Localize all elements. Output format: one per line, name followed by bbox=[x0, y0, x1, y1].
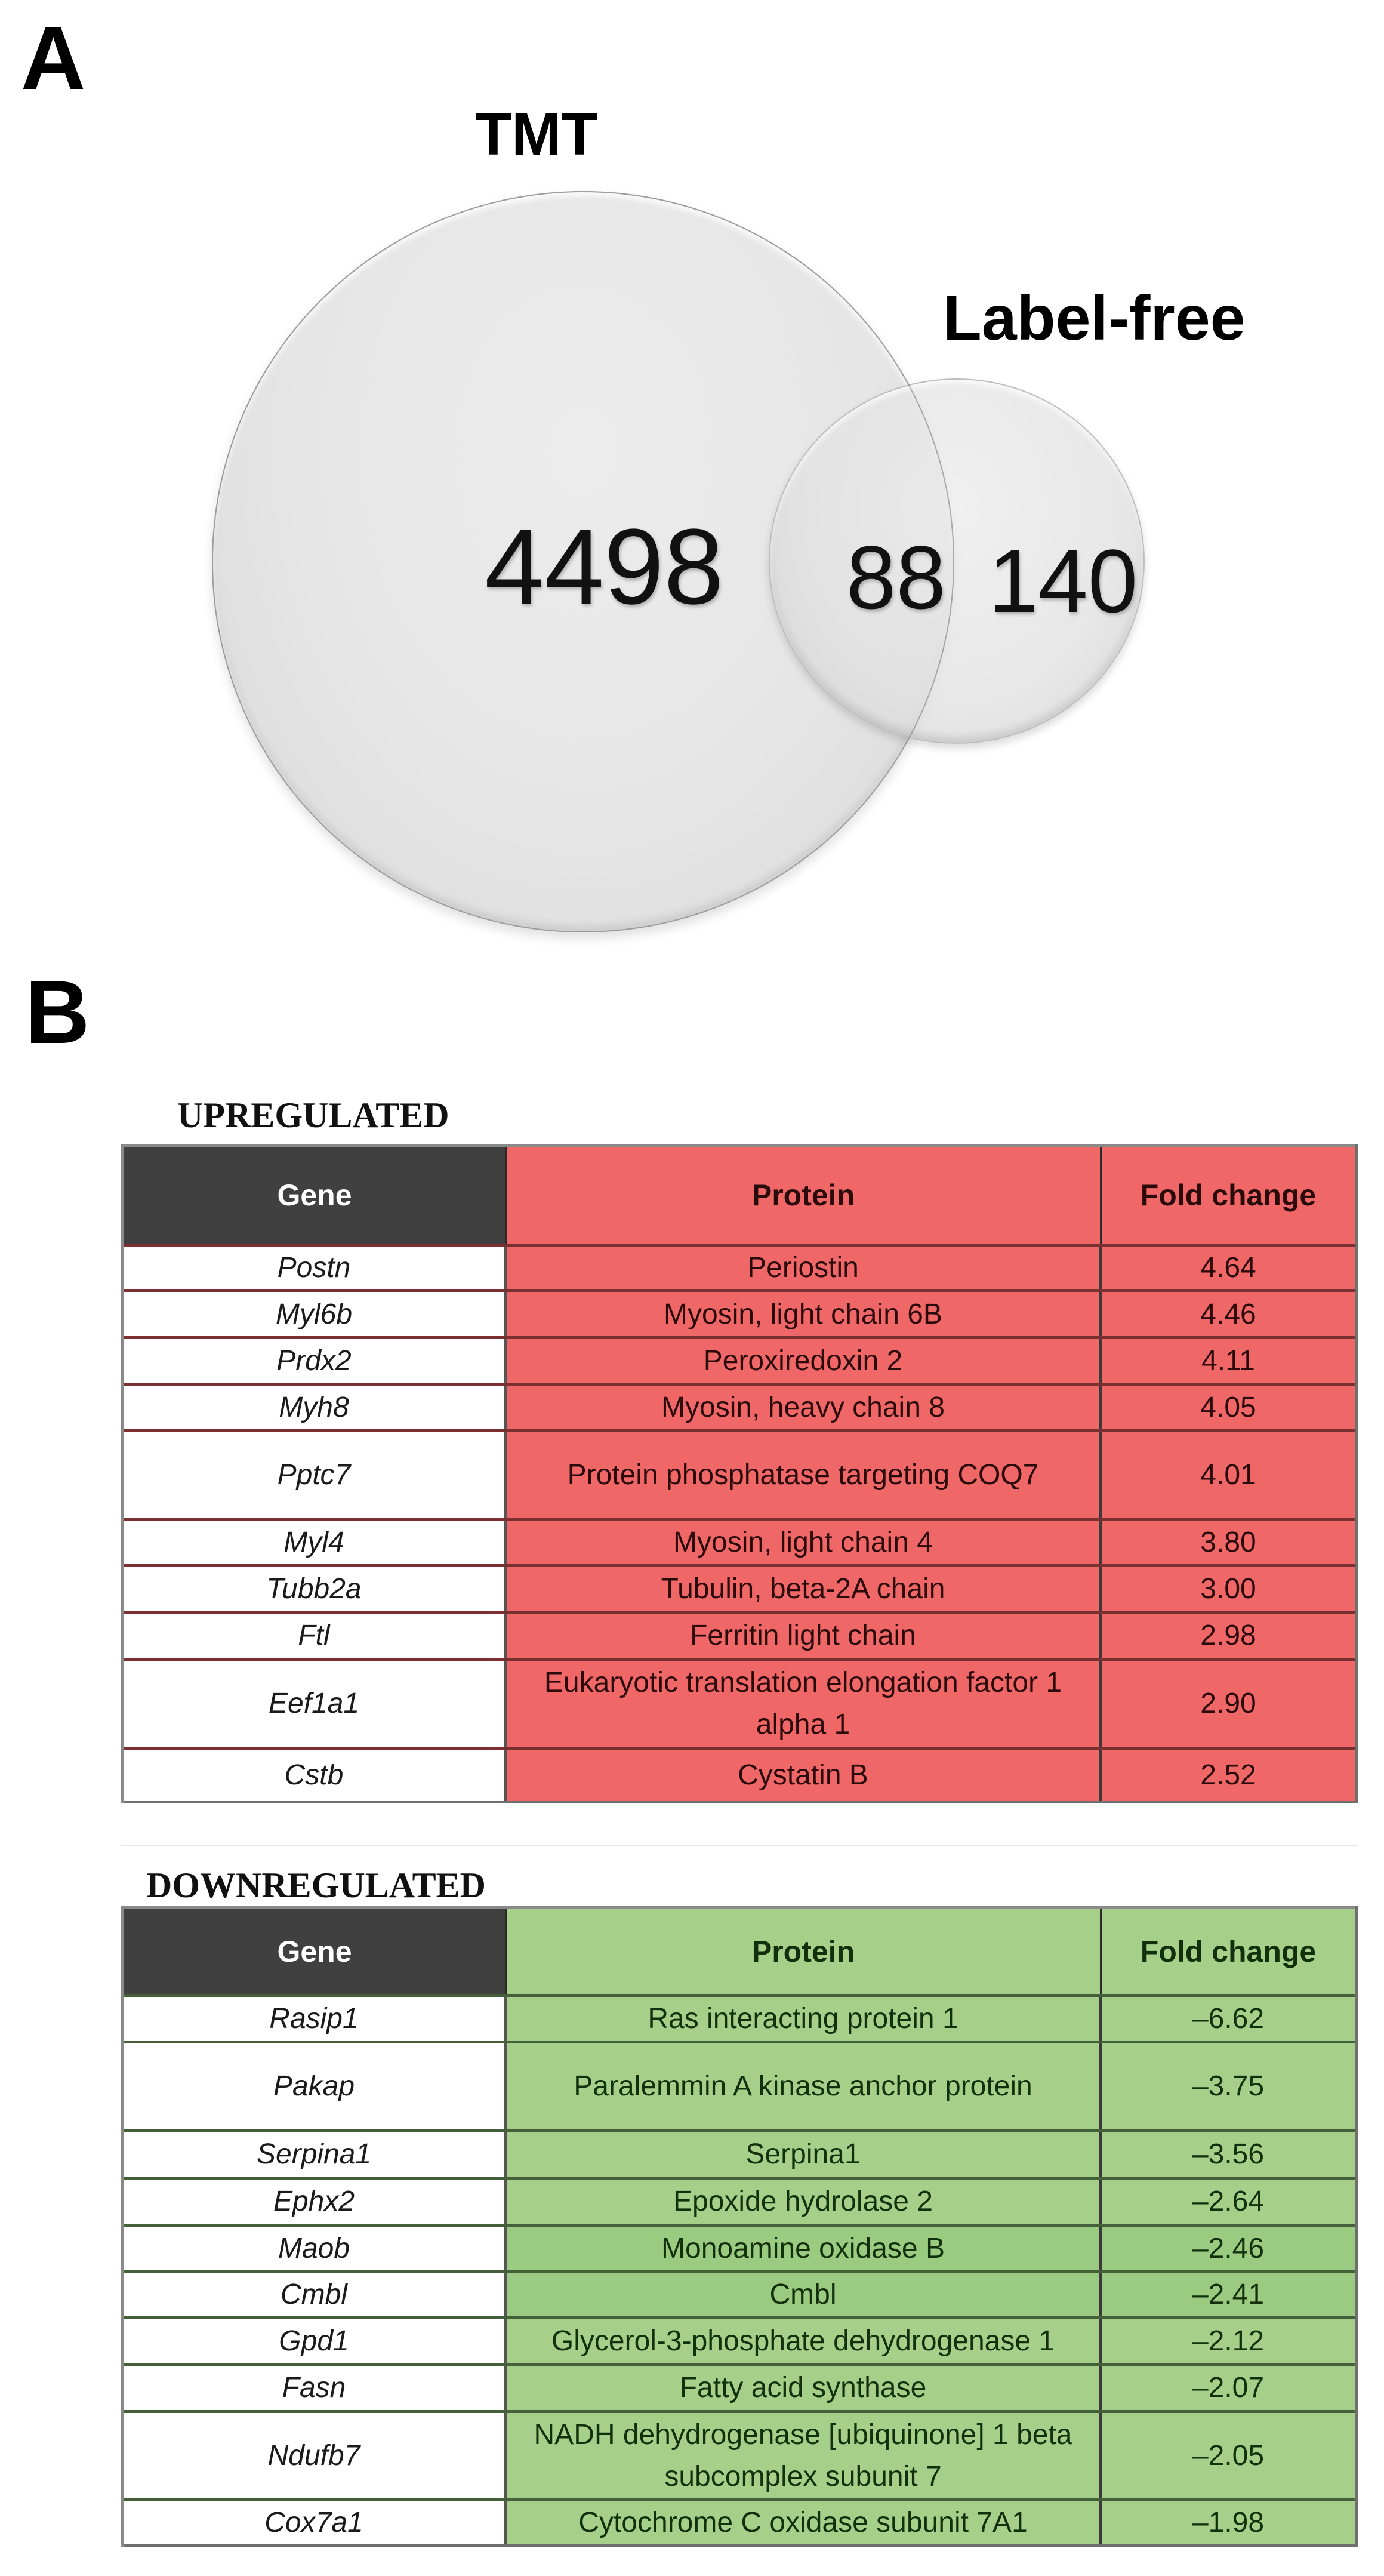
table-header bbox=[124, 1144, 1355, 1244]
protein-cell: Ferritin light chain bbox=[507, 1614, 1102, 1658]
upregulated-table bbox=[121, 1144, 1358, 1803]
table-row bbox=[124, 1518, 1355, 1564]
venn-count-intersection: 88 bbox=[846, 527, 946, 627]
table-row bbox=[124, 1336, 1355, 1383]
column-header-protein: Protein bbox=[507, 1909, 1102, 1994]
gene-cell: Prdx2 bbox=[124, 1339, 507, 1383]
protein-cell: Serpina1 bbox=[507, 2132, 1102, 2177]
column-header-gene: Gene bbox=[124, 1147, 507, 1244]
table-row bbox=[124, 2270, 1355, 2316]
fold-change-cell: 2.52 bbox=[1102, 1750, 1355, 1801]
table-row bbox=[124, 1383, 1355, 1429]
fold-change-cell: –3.56 bbox=[1102, 2132, 1355, 2177]
protein-cell: Fatty acid synthase bbox=[507, 2366, 1102, 2410]
table-row bbox=[124, 2498, 1355, 2547]
table-row bbox=[124, 2316, 1355, 2363]
fold-change-cell: –2.41 bbox=[1102, 2273, 1355, 2316]
protein-cell: Myosin, light chain 4 bbox=[507, 1521, 1102, 1564]
gene-cell: Tubb2a bbox=[124, 1567, 507, 1611]
fold-change-cell: 2.90 bbox=[1102, 1661, 1355, 1747]
protein-cell: Ras interacting protein 1 bbox=[507, 1997, 1102, 2041]
protein-cell: Tubulin, beta-2A chain bbox=[507, 1567, 1102, 1611]
protein-cell: Cytochrome C oxidase subunit 7A1 bbox=[507, 2501, 1102, 2544]
gene-cell: Eef1a1 bbox=[124, 1661, 507, 1747]
gene-cell: Cstb bbox=[124, 1750, 507, 1801]
protein-cell: NADH dehydrogenase [ubiquinone] 1 beta subcomplex subunit 7 bbox=[507, 2413, 1102, 2498]
table-row bbox=[124, 1611, 1355, 1658]
gene-cell: Serpina1 bbox=[124, 2132, 507, 2177]
table-row bbox=[124, 2129, 1355, 2177]
column-header-gene: Gene bbox=[124, 1909, 507, 1994]
table-row bbox=[124, 1289, 1355, 1336]
gene-cell: Postn bbox=[124, 1247, 507, 1289]
gene-cell: Ephx2 bbox=[124, 2180, 507, 2224]
fold-change-cell: –2.46 bbox=[1102, 2227, 1355, 2270]
fold-change-cell: –2.64 bbox=[1102, 2180, 1355, 2224]
column-header-fold-change: Fold change bbox=[1102, 1909, 1355, 1994]
fold-change-cell: –1.98 bbox=[1102, 2501, 1355, 2544]
panel-label-b: B bbox=[25, 962, 90, 1062]
fold-change-cell: 4.64 bbox=[1102, 1247, 1355, 1289]
gene-cell: Myl4 bbox=[124, 1521, 507, 1564]
gene-cell: Cmbl bbox=[124, 2273, 507, 2316]
protein-cell: Cystatin B bbox=[507, 1750, 1102, 1801]
column-header-protein: Protein bbox=[507, 1147, 1102, 1244]
venn-count-tmt-only: 4498 bbox=[485, 507, 724, 627]
gene-cell: Myl6b bbox=[124, 1292, 507, 1336]
table-row bbox=[124, 1658, 1355, 1747]
protein-cell: Paralemmin A kinase anchor protein bbox=[507, 2043, 1102, 2129]
venn-count-label-free-only: 140 bbox=[988, 531, 1138, 631]
fold-change-cell: 4.46 bbox=[1102, 1292, 1355, 1336]
table-row bbox=[124, 2363, 1355, 2410]
downregulated-table bbox=[121, 1906, 1358, 2547]
gene-cell: Myh8 bbox=[124, 1386, 507, 1429]
protein-cell: Glycerol-3-phosphate dehydrogenase 1 bbox=[507, 2319, 1102, 2363]
upregulated-title: UPREGULATED bbox=[177, 1095, 449, 1135]
gene-cell: Gpd1 bbox=[124, 2319, 507, 2363]
table-header bbox=[124, 1906, 1355, 1994]
table-row bbox=[124, 2177, 1355, 2224]
fold-change-cell: –3.75 bbox=[1102, 2043, 1355, 2129]
column-header-fold-change: Fold change bbox=[1102, 1147, 1355, 1244]
fold-change-cell: 4.11 bbox=[1102, 1339, 1355, 1383]
fold-change-cell: –2.07 bbox=[1102, 2366, 1355, 2410]
protein-cell: Periostin bbox=[507, 1247, 1102, 1289]
table-row bbox=[124, 1564, 1355, 1611]
venn-set-label-label-free: Label-free bbox=[943, 283, 1246, 353]
gene-cell: Ndufb7 bbox=[124, 2413, 507, 2498]
fold-change-cell: 4.01 bbox=[1102, 1432, 1355, 1518]
table-row bbox=[124, 2041, 1355, 2129]
table-row bbox=[124, 2410, 1355, 2498]
venn-set-label-tmt: TMT bbox=[475, 101, 598, 168]
panel-label-a: A bbox=[21, 8, 86, 108]
protein-cell: Protein phosphatase targeting COQ7 bbox=[507, 1432, 1102, 1518]
gene-cell: Pakap bbox=[124, 2043, 507, 2129]
table-row bbox=[124, 1429, 1355, 1518]
fold-change-cell: 3.80 bbox=[1102, 1521, 1355, 1564]
table-row bbox=[124, 1994, 1355, 2041]
protein-cell: Cmbl bbox=[507, 2273, 1102, 2316]
gene-cell: Rasip1 bbox=[124, 1997, 507, 2041]
gene-cell: Pptc7 bbox=[124, 1432, 507, 1518]
protein-cell: Monoamine oxidase B bbox=[507, 2227, 1102, 2270]
gene-cell: Cox7a1 bbox=[124, 2501, 507, 2544]
protein-cell: Peroxiredoxin 2 bbox=[507, 1339, 1102, 1383]
table-row bbox=[124, 1244, 1355, 1289]
gene-cell: Fasn bbox=[124, 2366, 507, 2410]
protein-cell: Myosin, heavy chain 8 bbox=[507, 1386, 1102, 1429]
protein-cell: Eukaryotic translation elongation factor 1 alpha 1 bbox=[507, 1661, 1102, 1747]
table-row bbox=[124, 1747, 1355, 1803]
gene-cell: Ftl bbox=[124, 1614, 507, 1658]
fold-change-cell: –6.62 bbox=[1102, 1997, 1355, 2041]
protein-cell: Myosin, light chain 6B bbox=[507, 1292, 1102, 1336]
downregulated-title: DOWNREGULATED bbox=[146, 1866, 486, 1905]
fold-change-cell: –2.05 bbox=[1102, 2413, 1355, 2498]
fold-change-cell: 3.00 bbox=[1102, 1567, 1355, 1611]
fold-change-cell: 4.05 bbox=[1102, 1386, 1355, 1429]
gene-cell: Maob bbox=[124, 2227, 507, 2270]
table-row bbox=[124, 2224, 1355, 2270]
protein-cell: Epoxide hydrolase 2 bbox=[507, 2180, 1102, 2224]
fold-change-cell: –2.12 bbox=[1102, 2319, 1355, 2363]
fold-change-cell: 2.98 bbox=[1102, 1614, 1355, 1658]
section-divider bbox=[121, 1845, 1358, 1846]
